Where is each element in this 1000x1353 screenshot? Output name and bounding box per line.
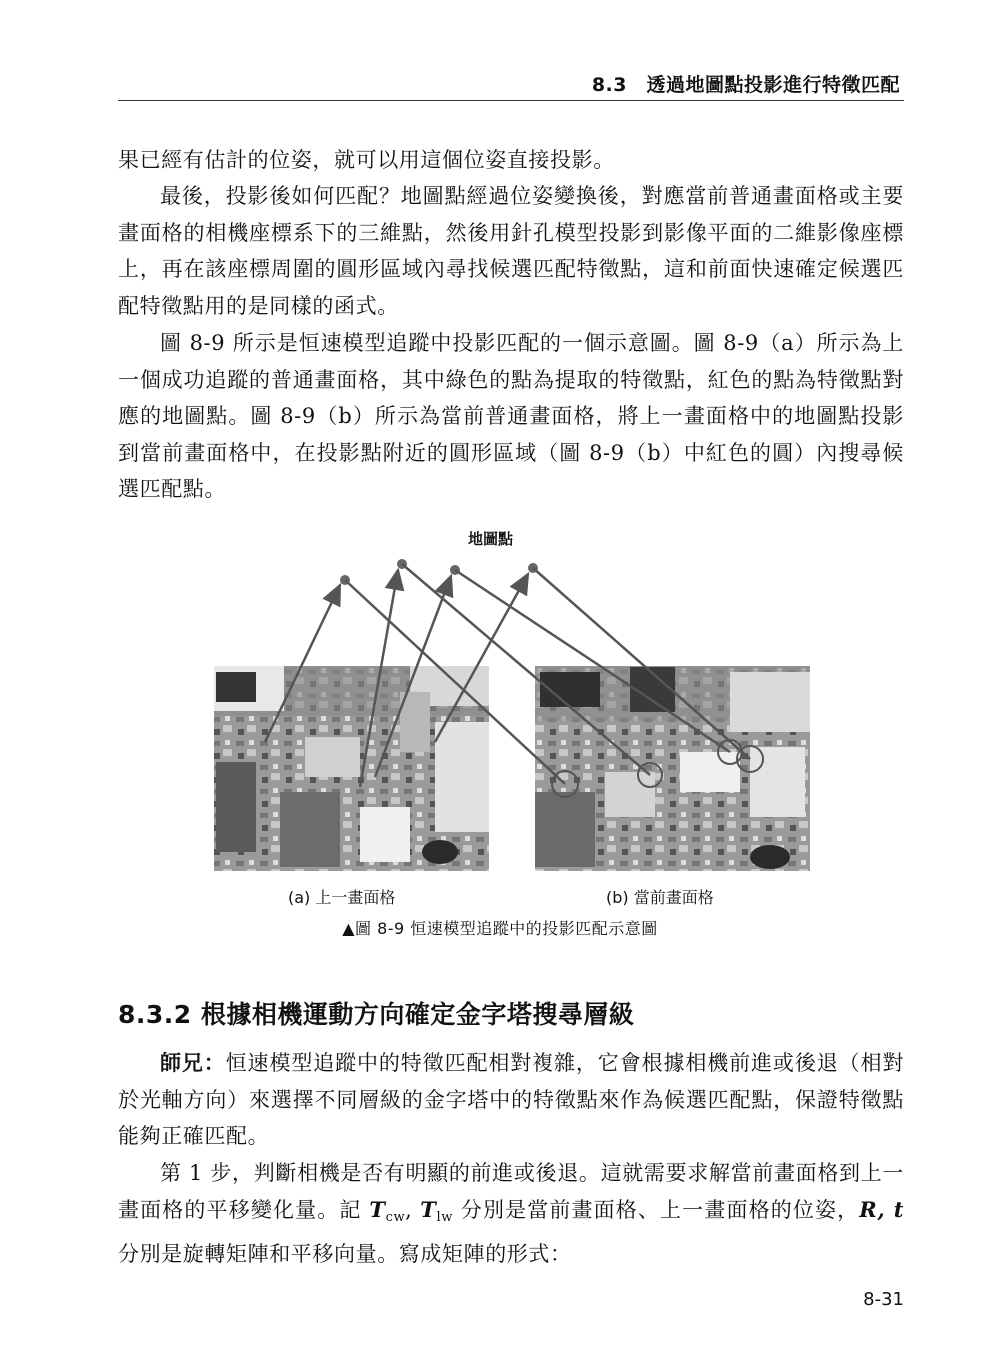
paragraph-3: 圖 8-9 所示是恒速模型追蹤中投影匹配的一個示意圖。圖 8-9（a）所示為上一個成功追蹤的普通畫面格，其中綠色的點為提取的特徵點，紅色的點為特徵點對應的地圖點。圖 8-9（b）所示為當前普通畫面格，將上一畫面格中的地圖點投影到當前畫面格中，在投影點附近的圓形區域（圖 8-9（b）中紅色的圓）內搜尋候選匹配點。 [118,331,904,501]
subcaption-b: (b) 當前畫面格 [606,888,714,907]
projection-diagram [210,522,810,882]
math-sep: , [405,1197,421,1222]
previous-frame-image [214,666,489,871]
header-title: 8.3 透過地圖點投影進行特徵匹配 [591,74,900,96]
section-heading: 8.3.2 根據相機運動方向確定金字塔搜尋層級 [118,1000,635,1029]
paragraph-4 [118,1045,904,1155]
figure-8-9 [210,522,810,882]
map-points [340,559,538,585]
paragraph-5-text-c: 分別是旋轉矩陣和平移向量。寫成矩陣的形式： [118,1242,572,1266]
subcaption-a: (a) 上一畫面格 [288,888,396,907]
running-header [118,68,904,101]
paragraph-5-text-a: 第 1 步，判斷相機是否有明顯的前進或後退。這就需要求解當前畫面格到上一畫面格的平移變化量。記 [118,1161,904,1222]
paragraph-1: 果已經有估計的位姿，就可以用這個位姿直接投影。 [118,148,615,172]
math-T1-sub: cw [385,1209,406,1225]
paragraph-5-text-b: 分別是當前畫面格、上一畫面格的位姿， [453,1197,860,1222]
speaker-label: 師兄： [160,1051,226,1075]
paragraph-4-text: 恒速模型追蹤中的特徵匹配相對複雜，它會根據相機前進或後退（相對於光軸方向）來選擇不同層級的金字塔中的特徵點來作為候選匹配點，保證特徵點能夠正確匹配。 [118,1051,904,1148]
current-frame-image [535,666,810,871]
math-Rt: R, t [859,1196,904,1222]
math-T2: T [420,1196,437,1222]
paragraph-2: 最後，投影後如何匹配？地圖點經過位姿變換後，對應當前普通畫面格或主要畫面格的相機座標系下的三維點，然後用針孔模型投影到影像平面的二維影像座標上，再在該座標周圍的圓形區域內尋找候選匹配特徵點，這和前面快速確定候選匹配特徵點用的是同樣的函式。 [118,184,904,318]
figure-caption: ▲圖 8-9 恒速模型追蹤中的投影匹配示意圖 [342,919,658,938]
paragraph-5 [118,1155,904,1273]
math-T1: T [369,1196,386,1222]
page-number: 8-31 [863,1289,904,1310]
math-T2-sub: lw [436,1209,453,1225]
map-points-label: 地圖點 [468,530,514,548]
